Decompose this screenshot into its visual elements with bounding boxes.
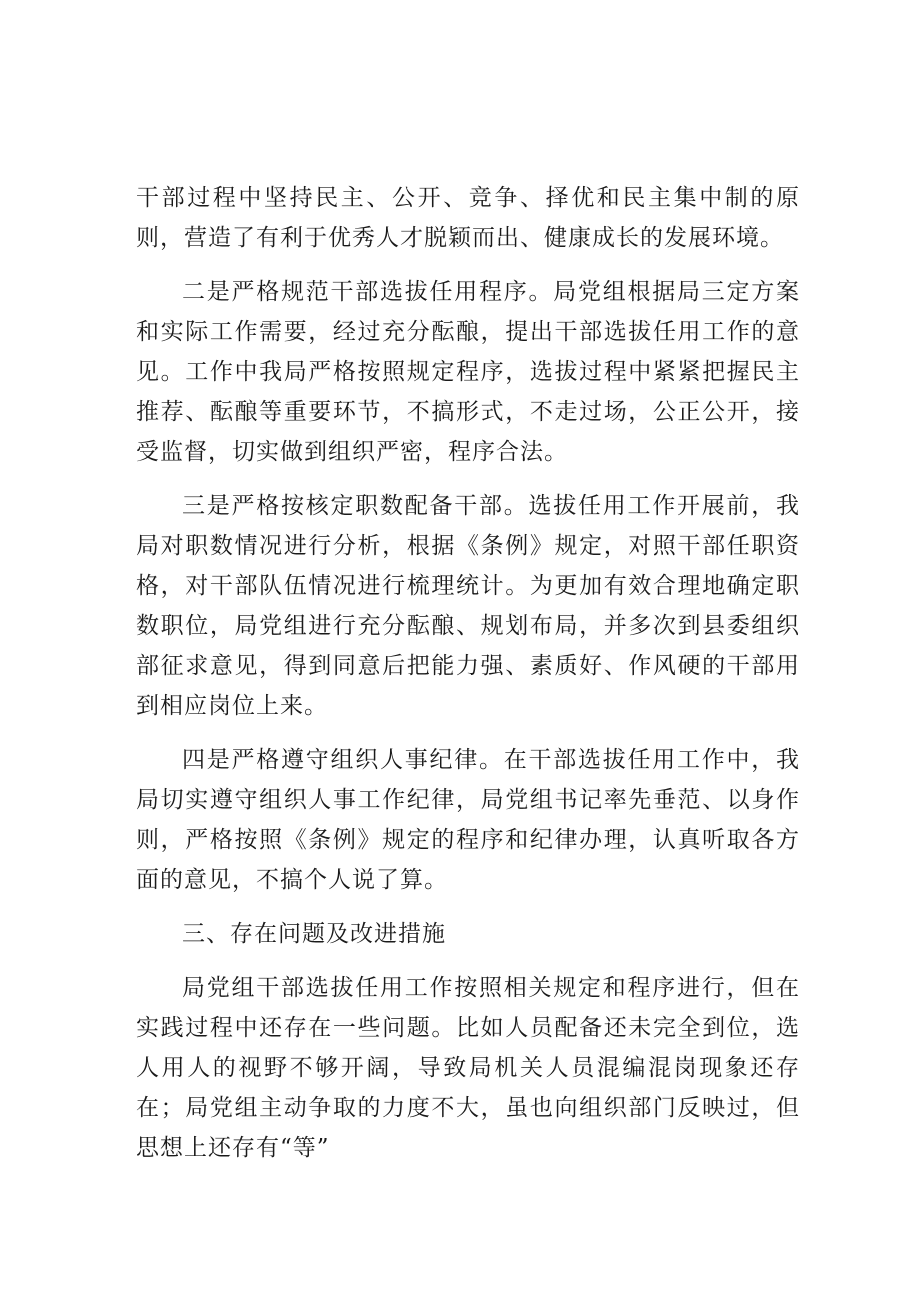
paragraph-body: 干部过程中坚持民主、公开、竞争、择优和民主集中制的原则，营造了有利于优秀人才脱颖而出、健康成长的发展环境。	[136, 185, 800, 251]
paragraph-body: 局党组根据局三定方案和实际工作需要，经过充分酝酿，提出干部选拔任用工作的意见。工作中我局严格按照规定程序，选拔过程中紧紧把握民主推荐、酝酿等重要环节，不搞形式，不走过场，公正公开，接受监督，切实做到组织严密，程序合法。	[136, 279, 800, 465]
paragraph-continuation	[136, 178, 800, 258]
paragraph-problems: 局党组干部选拔任用工作按照相关规定和程序进行，但在实践过程中还存在一些问题。比如人员配备还未完全到位，选人用人的视野不够开阔，导致局机关人员混编混岗现象还存在；局党组主动争取的力度不大，虽也向组织部门反映过，但思想上还存有“等”	[136, 975, 800, 1161]
paragraph-lead: 二是严格规范干部选拔任用程序。	[182, 279, 554, 305]
paragraph-lead: 三是严格按核定职数配备干部。	[182, 493, 529, 519]
document-body	[136, 178, 800, 1182]
paragraph-body: 在干部选拔任用工作中，我局切实遵守组织人事工作纪律，局党组书记率先垂范、以身作则，严格按照《条例》规定的程序和纪律办理，认真听取各方面的意见，不搞个人说了算。	[136, 747, 800, 893]
paragraph-lead: 四是严格遵守组织人事纪律。	[182, 747, 504, 773]
paragraph-procedure	[136, 272, 800, 472]
paragraph-body: 选拔任用工作开展前，我局对职数情况进行分析，根据《条例》规定，对照干部任职资格，对干部队伍情况进行梳理统计。为更加有效合理地确定职数职位，局党组进行充分酝酿、规划布局，并多次到县委组织部征求意见，得到同意后把能力强、素质好、作风硬的干部用到相应岗位上来。	[136, 493, 800, 719]
paragraph-quota	[136, 486, 800, 726]
paragraph-discipline	[136, 740, 800, 900]
section-heading: 三、存在问题及改进措施	[182, 921, 446, 947]
